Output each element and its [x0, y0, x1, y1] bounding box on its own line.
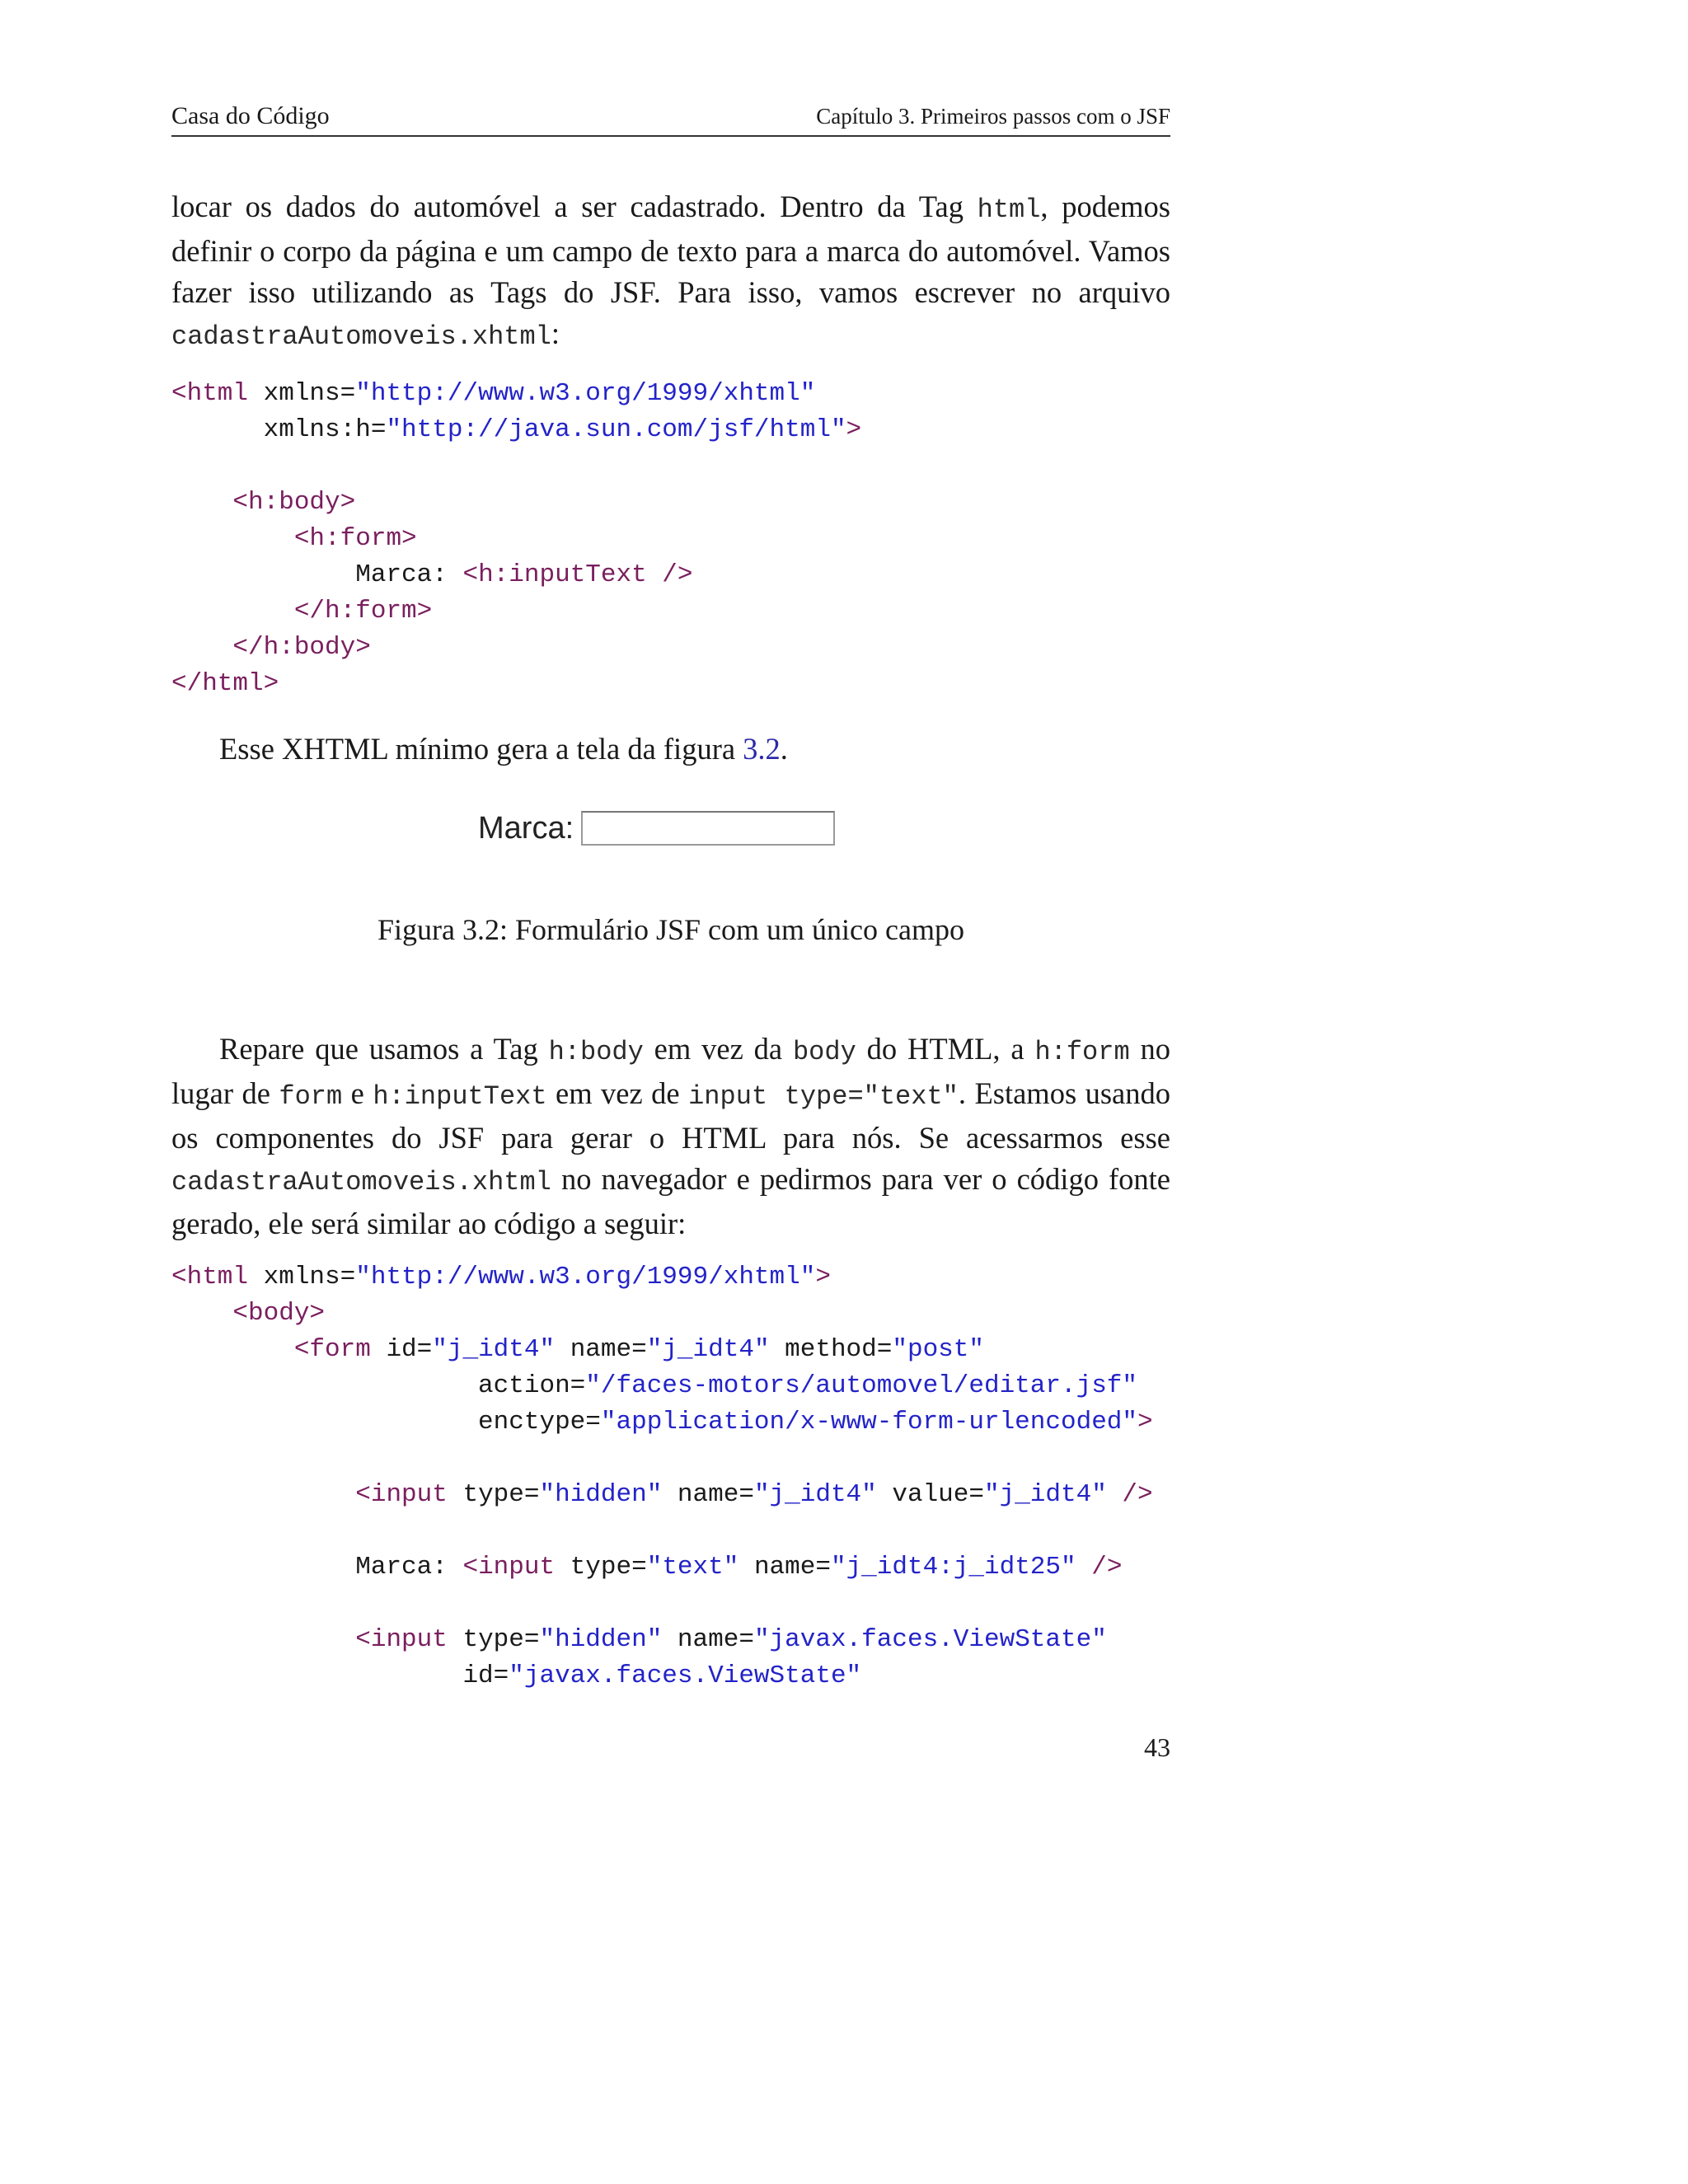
- figure-caption: Figura 3.2: Formulário JSF com um único campo: [377, 913, 964, 946]
- inline-code: form: [279, 1081, 343, 1112]
- figure-link[interactable]: 3.2: [743, 732, 781, 766]
- paragraph-figure-ref: Esse XHTML mínimo gera a tela da figura 3.2.: [219, 732, 788, 766]
- inline-code: h:inputText: [373, 1081, 547, 1112]
- book-title: Casa do Código: [171, 102, 330, 129]
- inline-code: input type="text": [688, 1081, 959, 1112]
- paragraph-explanation: Repare que usamos a Tag h:body em vez da body do HTML, a h:form no lugar de form e h:inputText em vez de input type="text". Estamos usando os componentes do JSF para gerar o HTML para nós. Se acessarmos esse cadastraAutomoveis.xhtml no navegador e pedirmos para ver o código fonte gerado, ele será similar ao código a seguir:: [171, 1032, 1171, 1240]
- inline-code: html: [977, 194, 1041, 225]
- page-number: 43: [1144, 1732, 1170, 1762]
- figure-marca-input: [581, 811, 835, 846]
- running-header: [171, 97, 1170, 137]
- code-block-generated-html: <html xmlns="http://www.w3.org/1999/xhtml"> <body> <form id="j_idt4" name="j_idt4" method="post" action="/faces-motors/automovel/editar.jsf" enctype="application/x-www-form-urlencoded"> <input type="hidden" name="j_idt4" value="j_idt4" /> Marca: <input type="text" name="j_idt4:j_idt25" /> <input type="hidden" name="javax.faces.ViewState" id="javax.faces.ViewState": [171, 1263, 1153, 1690]
- chapter-title: Capítulo 3. Primeiros passos com o JSF: [816, 104, 1170, 129]
- inline-code: cadastraAutomoveis.xhtml: [171, 1167, 551, 1197]
- inline-code: body: [792, 1037, 856, 1067]
- figure-marca-label: Marca:: [478, 811, 574, 846]
- inline-code: h:body: [548, 1037, 644, 1067]
- paragraph-intro: locar os dados do automóvel a ser cadastrado. Dentro da Tag html, podemos definir o corpo da página e um campo de texto para a marca do automóvel. Vamos fazer isso utilizando as Tags do JSF. Para isso, vamos escrever no arquivo cadastraAutomoveis.xhtml:: [171, 190, 1170, 352]
- inline-code: h:form: [1034, 1037, 1130, 1067]
- figure-form-preview: [183, 786, 1172, 893]
- inline-code: cadastraAutomoveis.xhtml: [171, 321, 551, 352]
- code-block-jsf: <html xmlns="http://www.w3.org/1999/xhtml" xmlns:h="http://java.sun.com/jsf/html"> <h:body> <h:form> Marca: <h:inputText /> </h:form> </h:body> </html>: [171, 379, 862, 698]
